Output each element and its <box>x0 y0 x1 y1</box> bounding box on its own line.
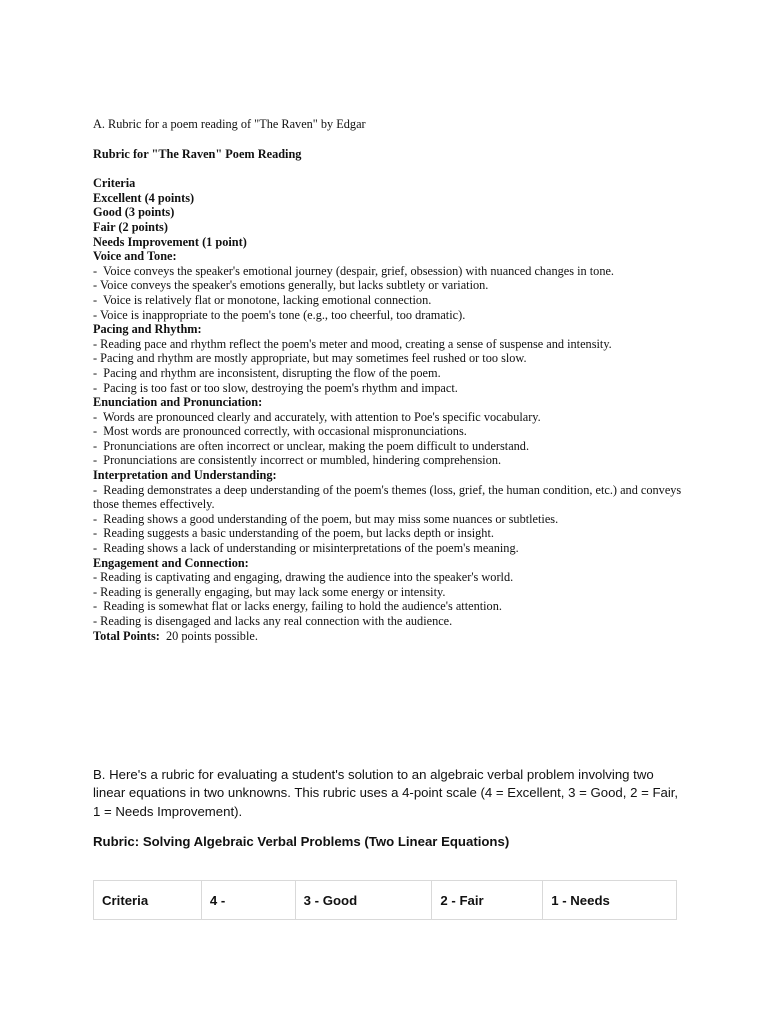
table-header-row <box>94 881 677 920</box>
table-header-1-needs: 1 - Needs <box>543 881 677 920</box>
list-item: - Most words are pronounced correctly, with occasional mispronunciations. <box>93 424 467 439</box>
list-item: - Words are pronounced clearly and accurately, with attention to Poe's specific vocabulary. <box>93 409 541 424</box>
list-item: - Voice conveys the speaker's emotional journey (despair, grief, obsession) with nuanced changes in tone. <box>93 263 615 278</box>
list-item: - Reading is disengaged and lacks any real connection with the audience. <box>93 614 453 628</box>
level-good: Good (3 points) <box>93 205 175 220</box>
total-points-label: Total Points: <box>93 628 160 643</box>
table-header-criteria: Criteria <box>94 881 202 920</box>
list-item: - Reading shows a lack of understanding or misinterpretations of the poem's meaning. <box>93 541 519 556</box>
total-points <box>93 629 693 644</box>
list-item: - Pronunciations are consistently incorrect or mumbled, hindering comprehension. <box>93 453 502 468</box>
list-item: - Voice is inappropriate to the poem's tone (e.g., too cheerful, too dramatic). <box>93 307 466 322</box>
rubric-algebra-title: Rubric: Solving Algebraic Verbal Problems (Two Linear Equations) <box>93 834 510 850</box>
level-needs-improvement: Needs Improvement (1 point) <box>93 234 247 249</box>
list-item: - Reading is generally engaging, but may lack some energy or intensity. <box>93 584 446 599</box>
section-heading-voice-tone: Voice and Tone: <box>93 249 177 264</box>
list-item: - Reading shows a good understanding of the poem, but may miss some nuances or subtleties. <box>93 511 559 526</box>
section-a-intro: A. Rubric for a poem reading of "The Raven" by Edgar <box>93 117 366 131</box>
section-heading-enunciation: Enunciation and Pronunciation: <box>93 395 263 410</box>
table-header-3-good: 3 - Good <box>295 881 432 920</box>
level-excellent: Excellent (4 points) <box>93 190 195 205</box>
section-b-intro: B. Here's a rubric for evaluating a student's solution to an algebraic verbal problem involving two linear equations in two unknowns. This rubric uses a 4-point scale (4 = Excellent, 3 = Good, 2 = Fair, 1 = Needs Improvement). <box>93 767 679 819</box>
list-item: - Reading is somewhat flat or lacks energy, failing to hold the audience's attention. <box>93 599 502 614</box>
list-item: - Reading is captivating and engaging, drawing the audience into the speaker's world. <box>93 570 514 585</box>
criteria-header: Criteria <box>93 176 136 191</box>
table-header-2-fair: 2 - Fair <box>432 881 543 920</box>
total-points-value: 20 points possible. <box>159 628 258 643</box>
section-heading-interpretation: Interpretation and Understanding: <box>93 468 277 483</box>
rubric-algebra-section <box>93 766 683 851</box>
list-item: - Pronunciations are often incorrect or unclear, making the poem difficult to understand. <box>93 438 530 453</box>
list-item: - Pacing is too fast or too slow, destroying the poem's rhythm and impact. <box>93 380 458 395</box>
list-item: - Reading suggests a basic understanding of the poem, but lacks depth or insight. <box>93 526 494 541</box>
rubric-raven-section <box>93 117 693 643</box>
section-heading-engagement: Engagement and Connection: <box>93 555 249 570</box>
list-item: - Pacing and rhythm are inconsistent, disrupting the flow of the poem. <box>93 365 441 380</box>
list-item: - Reading pace and rhythm reflect the poem's meter and mood, creating a sense of suspense and intensity. <box>93 336 612 351</box>
criteria-block <box>93 176 693 643</box>
table-header-4: 4 - <box>201 881 295 920</box>
level-fair: Fair (2 points) <box>93 219 168 234</box>
rubric-table <box>93 880 677 920</box>
list-item: - Voice is relatively flat or monotone, lacking emotional connection. <box>93 292 432 307</box>
list-item: - Pacing and rhythm are mostly appropriate, but may sometimes feel rushed or too slow. <box>93 351 527 366</box>
list-item: - Voice conveys the speaker's emotions generally, but lacks subtlety or variation. <box>93 278 489 293</box>
rubric-raven-title: Rubric for "The Raven" Poem Reading <box>93 146 302 161</box>
section-heading-pacing-rhythm: Pacing and Rhythm: <box>93 322 202 337</box>
list-item: - Reading demonstrates a deep understanding of the poem's themes (loss, grief, the human condition, etc.) and conveys those themes effectively. <box>93 482 685 512</box>
